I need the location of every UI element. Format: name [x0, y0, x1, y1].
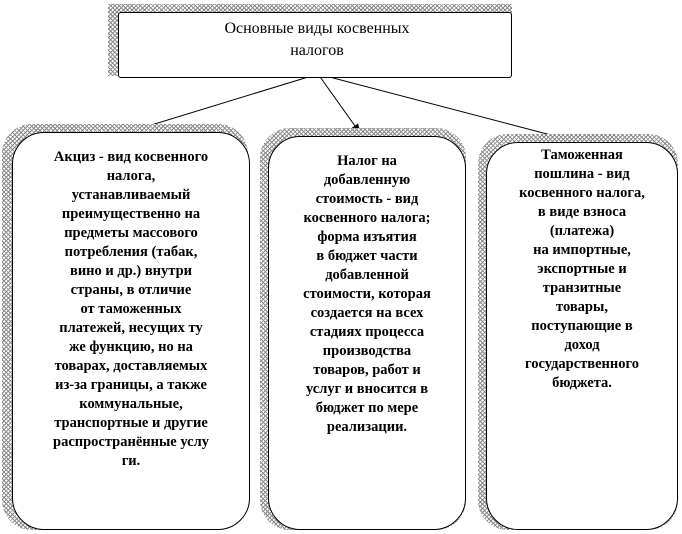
customs-description	[490, 146, 674, 393]
vat-text-5: добавленной	[325, 267, 409, 283]
vat-text-1: вид	[394, 191, 419, 207]
excise-text-11: же функцию, но на	[69, 339, 193, 355]
customs-text-9: поступающие в	[531, 318, 633, 334]
customs-text-10: доход	[564, 337, 600, 353]
vat-text-4: в бюджет части	[316, 248, 418, 264]
excise-text-2: налога,	[106, 168, 156, 184]
excise-text-15: транспортные и другие	[54, 415, 208, 431]
vat-text-6: стоимости, которая	[303, 286, 431, 302]
vat-text-13: реализации.	[326, 419, 408, 435]
excise-text-8: страны, в отличие	[70, 282, 192, 298]
customs-term-1: Таможенная	[541, 147, 623, 163]
diagram-title	[122, 18, 512, 62]
customs-text-6: экспортные и	[537, 261, 627, 277]
excise-separator: -	[95, 149, 108, 165]
excise-text-6: потребления (табак,	[64, 244, 198, 260]
title-line-2: налогов	[290, 42, 344, 59]
customs-term-2: пошлина	[534, 166, 595, 182]
title-line-1: Основные виды косвенных	[224, 20, 410, 37]
vat-text-12: бюджет по мере	[315, 400, 419, 416]
customs-text-12: бюджета.	[552, 375, 612, 391]
excise-text-5: предметы массового	[64, 225, 198, 241]
excise-text-4: преимущественно на	[61, 206, 201, 222]
excise-description	[18, 148, 244, 471]
customs-text-11: государственного	[525, 356, 639, 372]
vat-text-2: косвенного налога;	[303, 210, 431, 226]
customs-separator: -	[594, 166, 607, 182]
vat-term-3: стоимость	[315, 191, 383, 207]
customs-text-8: товары,	[556, 299, 608, 315]
vat-text-10: товаров, работ и	[313, 362, 421, 378]
excise-term: Акциз	[53, 149, 96, 165]
vat-term-2: добавленную	[323, 172, 411, 188]
excise-text-9: от таможенных	[80, 301, 182, 317]
vat-text-11: услуг и вносится в	[305, 381, 429, 397]
vat-term-1: Налог на	[337, 153, 397, 169]
vat-text-9: производства	[322, 343, 412, 359]
excise-text-12: товарах, доставляемых	[54, 358, 208, 374]
vat-separator: -	[382, 191, 395, 207]
customs-text-2: косвенного налога,	[519, 185, 645, 201]
customs-text-4: (платежа)	[549, 223, 615, 239]
vat-line-3	[274, 190, 460, 209]
customs-text-7: транзитные	[542, 280, 622, 296]
excise-text-17: ги.	[121, 453, 141, 469]
arrow-to-excise	[135, 74, 318, 130]
customs-line-2	[490, 165, 674, 184]
excise-text-1: вид косвенного	[107, 149, 209, 165]
excise-text-13: из-за границы, а также	[55, 377, 207, 393]
customs-text-5: на импортные,	[533, 242, 631, 258]
excise-text-3: устанавливаемый	[71, 187, 191, 203]
vat-text-7: создается на всех	[310, 305, 424, 321]
excise-text-7: вино и др.) внутри	[69, 263, 193, 279]
customs-text-1: вид	[606, 166, 630, 182]
customs-text-3: в виде взноса	[537, 204, 627, 220]
excise-text-14: коммунальные,	[79, 396, 183, 412]
vat-text-3: форма изъятия	[317, 229, 417, 245]
excise-line-1	[18, 148, 244, 167]
vat-text-8: стадиях процесса	[309, 324, 425, 340]
vat-description	[274, 152, 460, 437]
excise-text-10: платежей, несущих ту	[59, 320, 203, 336]
excise-text-16: распространённые услу	[53, 434, 209, 450]
